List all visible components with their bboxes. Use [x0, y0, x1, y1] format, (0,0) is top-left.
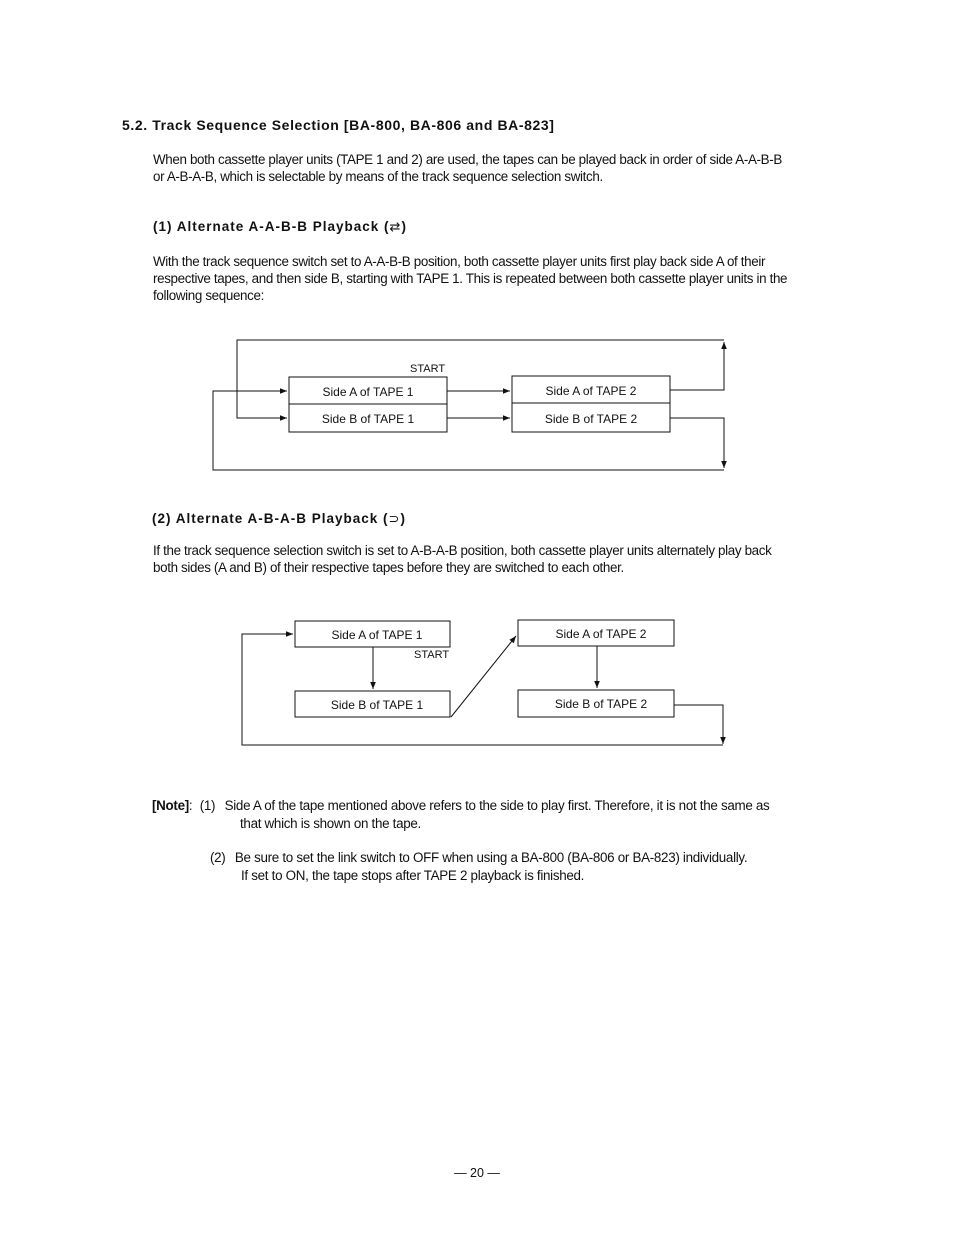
subsection-1-title-close: ) [401, 219, 407, 234]
loop-arrow-icon: ⊃ [388, 511, 401, 526]
start-label: START [410, 363, 446, 375]
subsection-2-paragraph [153, 542, 771, 576]
paragraph-line: If the track sequence selection switch is set to A-B-A-B position, both cassette player units alternately play back [153, 543, 772, 558]
paragraph-line: following sequence: [153, 288, 264, 303]
box2-side-a-tape1: Side A of TAPE 1 [331, 628, 423, 642]
arrow-loop-to-b1 [237, 340, 724, 418]
section-title: 5.2. Track Sequence Selection [BA-800, BA-806 and BA-823] [122, 117, 555, 133]
arrow-a2-up [670, 342, 724, 390]
box2-side-a-tape2: Side A of TAPE 2 [555, 627, 647, 641]
intro-line: When both cassette player units (TAPE 1 and 2) are used, the tapes can be played back in order of side A-A-B-B [153, 152, 782, 167]
box-side-a-tape1: Side A of TAPE 1 [322, 385, 414, 399]
paragraph-line: both sides (A and B) of their respective tapes before they are switched to each other. [153, 560, 624, 575]
box-side-a-tape2: Side A of TAPE 2 [545, 384, 637, 398]
intro-line: or A-B-A-B, which is selectable by means of the track sequence selection switch. [153, 169, 603, 184]
arrow-b2-down [670, 418, 724, 468]
subsection-2-title [152, 511, 406, 527]
page-number: — 20 — [454, 1166, 500, 1180]
note-2-number: (2) [210, 850, 226, 865]
start-label-2: START [414, 649, 450, 661]
note-1-number: (1) [199, 798, 216, 813]
arrow2-b2-down [674, 705, 723, 744]
note-2-line: Be sure to set the link switch to OFF when using a BA-800 (BA-806 or BA-823) individually. [234, 850, 748, 865]
box-side-b-tape1: Side B of TAPE 1 [321, 412, 415, 426]
box-side-b-tape2: Side B of TAPE 2 [544, 412, 638, 426]
subsection-2-title-close: ) [400, 511, 406, 526]
paragraph-line: respective tapes, and then side B, starting with TAPE 1. This is repeated between both cassette player units in the [153, 271, 788, 286]
note-colon: : [188, 798, 193, 813]
subsection-2-title-text: (2) Alternate A-B-A-B Playback ( [152, 511, 389, 526]
note-label: [Note] [152, 798, 189, 813]
note-1-line-2: that which is shown on the tape. [240, 816, 421, 831]
repeat-arrows-icon: ⇄ [389, 219, 402, 234]
paragraph-line: With the track sequence switch set to A-A-B-B position, both cassette player units first play back side A of their [153, 254, 766, 269]
note-1-line: Side A of the tape mentioned above refers to the side to play first. Therefore, it is not the same as [224, 798, 770, 813]
box2-side-b-tape1: Side B of TAPE 1 [330, 698, 424, 712]
note-2 [210, 849, 747, 867]
note-2-line-2: If set to ON, the tape stops after TAPE 2 playback is finished. [241, 868, 585, 883]
box2-side-b-tape2: Side B of TAPE 2 [554, 697, 648, 711]
subsection-1-title-text: (1) Alternate A-A-B-B Playback ( [153, 219, 390, 234]
arrow2-b1-to-a2 [451, 636, 516, 717]
note-1 [152, 797, 769, 815]
sequence-diagram-abab [242, 620, 723, 745]
